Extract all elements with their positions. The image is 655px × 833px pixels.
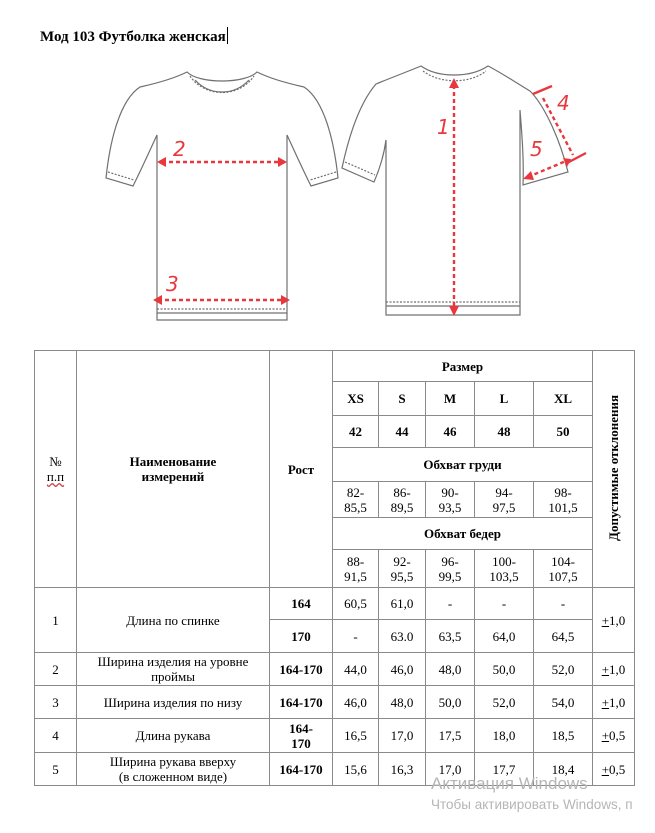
tshirt-front-view: [106, 72, 338, 320]
row-value: 63,5: [426, 620, 475, 653]
chest-title: Обхват груди: [333, 448, 593, 482]
measurement-labels: [166, 91, 570, 296]
table-row: [35, 588, 635, 620]
row-value: 17,7: [475, 753, 534, 786]
row-height: 164-170: [270, 753, 333, 786]
size-number: 46: [426, 416, 475, 448]
row-height: 164-170: [270, 653, 333, 686]
size-label: XS: [333, 382, 379, 416]
row-name: Ширина изделия по низу: [77, 686, 270, 719]
row-value: 16,5: [333, 719, 379, 753]
hips-range: 92- 95,5: [379, 550, 426, 588]
row-value: 18,5: [534, 719, 593, 753]
row-name: Длина по спинке: [77, 588, 270, 653]
row-name: Ширина рукава вверху (в сложенном виде): [77, 753, 270, 786]
size-number: 50: [534, 416, 593, 448]
size-number: 44: [379, 416, 426, 448]
size-label: L: [475, 382, 534, 416]
row-value: 63.0: [379, 620, 426, 653]
row-tolerance: +1,0: [593, 686, 635, 719]
row-number: 3: [35, 686, 77, 719]
row-name: Ширина изделия на уровне проймы: [77, 653, 270, 686]
row-number: 4: [35, 719, 77, 753]
row-tolerance: +0,5: [593, 719, 635, 753]
row-height: 170: [270, 620, 333, 653]
row-value: 16,3: [379, 753, 426, 786]
row-height: 164: [270, 588, 333, 620]
chest-range: 82- 85,5: [333, 482, 379, 518]
row-value: -: [426, 588, 475, 620]
size-label: M: [426, 382, 475, 416]
row-value: -: [534, 588, 593, 620]
label-1: 1: [437, 115, 450, 139]
header-tolerance-cell: Допустимые отклонения: [593, 351, 635, 588]
windows-activation-watermark: Активация Windows Чтобы активировать Windows, п: [431, 774, 633, 812]
label-4: 4: [557, 91, 570, 115]
row-value: 60,5: [333, 588, 379, 620]
header-number-cell: № п.п: [35, 351, 77, 588]
chest-range: 94- 97,5: [475, 482, 534, 518]
label-3: 3: [166, 272, 179, 296]
chest-range: 98- 101,5: [534, 482, 593, 518]
row-value: 61,0: [379, 588, 426, 620]
row-height: 164- 170: [270, 719, 333, 753]
row-tolerance: +1,0: [593, 653, 635, 686]
row-value: 46,0: [333, 686, 379, 719]
row-number: 2: [35, 653, 77, 686]
hips-range: 96- 99,5: [426, 550, 475, 588]
table-row: [35, 653, 635, 686]
table-row: [35, 719, 635, 753]
table-row: [35, 686, 635, 719]
row-value: 17,0: [379, 719, 426, 753]
row-value: 64,5: [534, 620, 593, 653]
row-value: 48,0: [426, 653, 475, 686]
hips-title: Обхват бедер: [333, 518, 593, 550]
size-number: 42: [333, 416, 379, 448]
row-value: 48,0: [379, 686, 426, 719]
row-number: 1: [35, 588, 77, 653]
row-value: 44,0: [333, 653, 379, 686]
row-value: 18,0: [475, 719, 534, 753]
row-height: 164-170: [270, 686, 333, 719]
header-name-cell: Наименование измерений: [77, 351, 270, 588]
row-name: Длина рукава: [77, 719, 270, 753]
label-5: 5: [530, 137, 543, 161]
label-2: 2: [173, 137, 186, 161]
chest-range: 86- 89,5: [379, 482, 426, 518]
row-value: 54,0: [534, 686, 593, 719]
row-value: 52,0: [534, 653, 593, 686]
size-label: S: [379, 382, 426, 416]
row-value: 17,5: [426, 719, 475, 753]
header-size: Размер: [333, 351, 593, 382]
row-tolerance: +1,0: [593, 588, 635, 653]
row-value: 17,0: [426, 753, 475, 786]
row-value: 52,0: [475, 686, 534, 719]
size-label: XL: [534, 382, 593, 416]
row-value: 18,4: [534, 753, 593, 786]
row-value: 50,0: [475, 653, 534, 686]
row-value: 46,0: [379, 653, 426, 686]
hips-range: 100- 103,5: [475, 550, 534, 588]
hips-range: 104- 107,5: [534, 550, 593, 588]
row-value: 50,0: [426, 686, 475, 719]
hips-range: 88- 91,5: [333, 550, 379, 588]
measurement-marks: [153, 78, 586, 316]
row-value: -: [333, 620, 379, 653]
row-tolerance: +0,5: [593, 753, 635, 786]
size-table: [34, 350, 635, 786]
row-number: 5: [35, 753, 77, 786]
size-number: 48: [475, 416, 534, 448]
row-value: -: [475, 588, 534, 620]
tshirt-diagram: [0, 0, 655, 340]
document-title: Мод 103 Футболка женская: [40, 29, 226, 45]
header-height-cell: Рост: [270, 351, 333, 588]
chest-range: 90- 93,5: [426, 482, 475, 518]
row-value: 15,6: [333, 753, 379, 786]
row-value: 64,0: [475, 620, 534, 653]
